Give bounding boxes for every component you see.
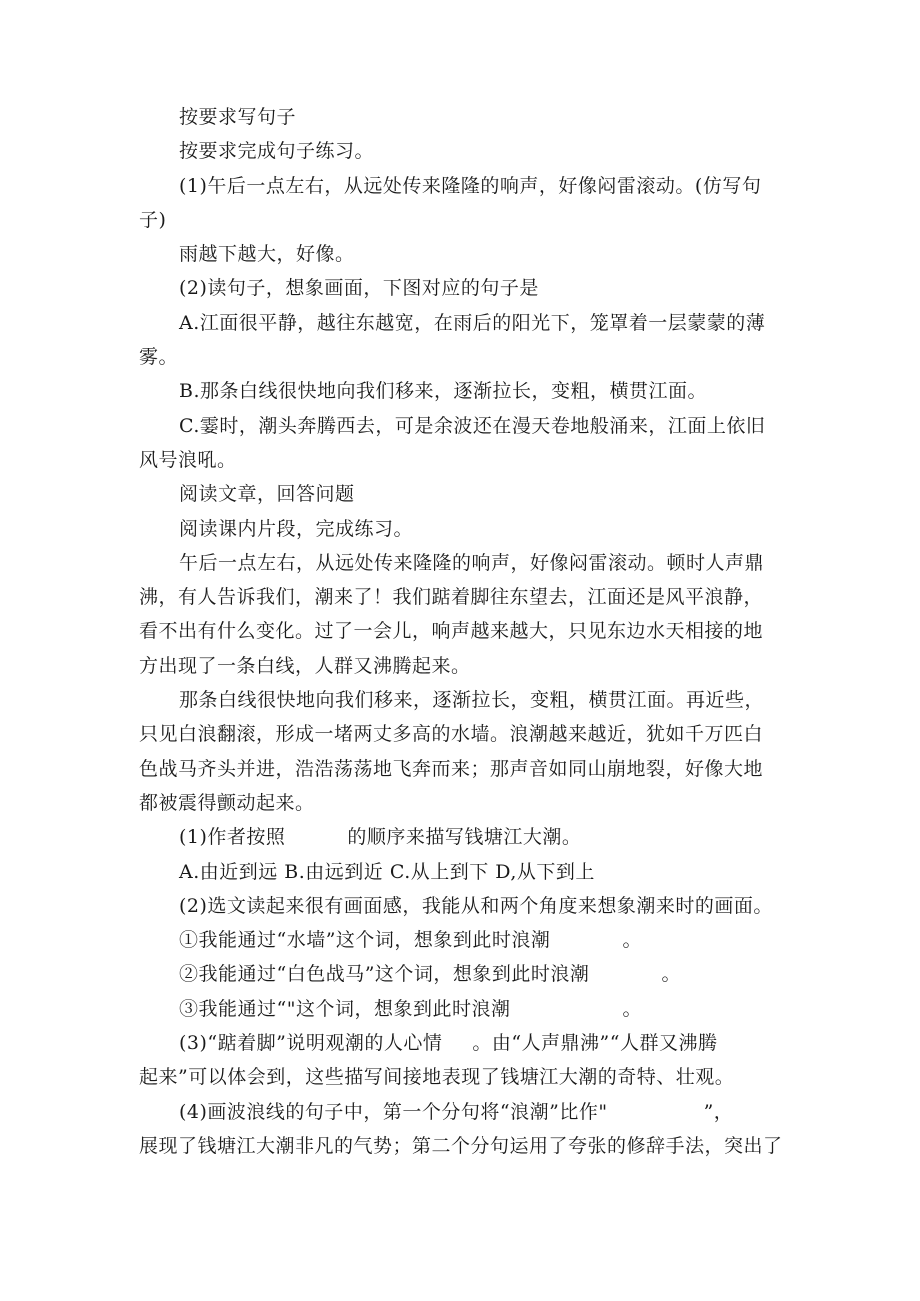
exercise-1-suffix: 的顺序来描写钱塘江大潮。: [347, 826, 582, 849]
exercise-1-prefix: (1)作者按照: [179, 826, 286, 849]
period-mark: 。: [622, 997, 642, 1020]
exercise-3-suffix: 。由“人声鼎沸”“人群又沸腾: [472, 1032, 718, 1055]
exercise-2-item-3-text: ③我能通过“"这个词，想象到此时浪潮: [179, 997, 511, 1020]
passage-line: 都被震得颤动起来。: [139, 791, 315, 814]
passage-line: 只见白浪翻滚，形成一堵两丈多高的水墙。浪潮越来越近，犹如千万匹白: [139, 723, 764, 746]
instruction-line: 按要求完成句子练习。: [179, 140, 375, 163]
exercise-3-continuation: 起来”可以体会到，这些描写间接地表现了钱塘江大潮的奇特、壮观。: [139, 1066, 735, 1089]
exercise-2-item-2: [139, 957, 799, 991]
exercise-2-item-1: [139, 923, 799, 957]
exercise-1-line: [139, 820, 799, 854]
passage-line: 午后一点左右，从远处传来隆隆的响声，好像闷雷滚动。顿时人声鼎: [179, 551, 765, 574]
exercise-3-line: [139, 1026, 799, 1060]
period-mark: 。: [661, 963, 681, 986]
exercise-2-item-2-text: ②我能通过“白色战马”这个词，想象到此时浪潮: [179, 963, 590, 986]
option-a-continuation: 雾。: [139, 346, 179, 369]
option-c-continuation: 风号浪吼。: [139, 448, 237, 471]
period-mark: 。: [622, 929, 642, 952]
document-body: [139, 100, 799, 1163]
exercise-4-line: [139, 1095, 799, 1129]
exercise-2-item-1-text: ①我能通过“水墙”这个词，想象到此时浪潮: [179, 929, 551, 952]
option-b-line: B.那条白线很快地向我们移来，逐渐拉长，变粗，横贯江面。: [179, 380, 708, 403]
exercise-4-continuation: 展现了钱塘江大潮非凡的气势；第二个分句运用了夸张的修辞手法，突出了: [139, 1134, 783, 1157]
exercise-1-options: A.由近到远 B.由远到近 C.从上到下 D,从下到上: [179, 860, 595, 883]
exercise-3-prefix: (3)“踮着脚”说明观潮的人心情: [179, 1032, 443, 1055]
exercise-2-line: (2)选文读起来很有画面感，我能从和两个角度来想象潮来时的画面。: [179, 894, 773, 917]
passage-line: 那条白线很快地向我们移来，逐渐拉长，变粗，横贯江面。再近些，: [179, 689, 765, 712]
passage-line: 沸，有人告诉我们，潮来了！我们踮着脚往东望去，江面还是风平浪静，: [139, 586, 764, 609]
exercise-4-prefix: (4)画波浪线的句子中，第一个分句将“浪潮”比作": [179, 1100, 608, 1123]
option-c-line: C.霎时，潮头奔腾西去，可是余波还在漫天卷地般涌来，江面上依旧: [179, 414, 766, 437]
exercise-4-suffix: ”，: [703, 1100, 734, 1123]
option-a-line: A.江面很平静，越往东越宽，在雨后的阳光下，笼罩着一层蒙蒙的薄: [179, 311, 766, 334]
passage-line: 方出现了一条白线，人群又沸腾起来。: [139, 654, 471, 677]
passage-line: 看不出有什么变化。过了一会儿，响声越来越大，只见东边水天相接的地: [139, 620, 764, 643]
section-heading-reading: 阅读文章，回答问题: [179, 483, 355, 506]
section-heading-writing: 按要求写句子: [179, 106, 297, 128]
imitation-sentence: 雨越下越大，好像。: [179, 243, 355, 266]
question-2-line: (2)读句子，想象画面，下图对应的句子是: [179, 277, 539, 300]
reading-instruction: 阅读课内片段，完成练习。: [179, 517, 414, 540]
question-1-line: (1)午后一点左右，从远处传来隆隆的响声，好像闷雷滚动。(仿写句: [179, 174, 762, 197]
exercise-2-item-3: [139, 992, 799, 1026]
question-1-continuation: 子): [139, 208, 167, 231]
passage-line: 色战马齐头并进，浩浩荡荡地飞奔而来；那声音如同山崩地裂，好像大地: [139, 757, 764, 780]
